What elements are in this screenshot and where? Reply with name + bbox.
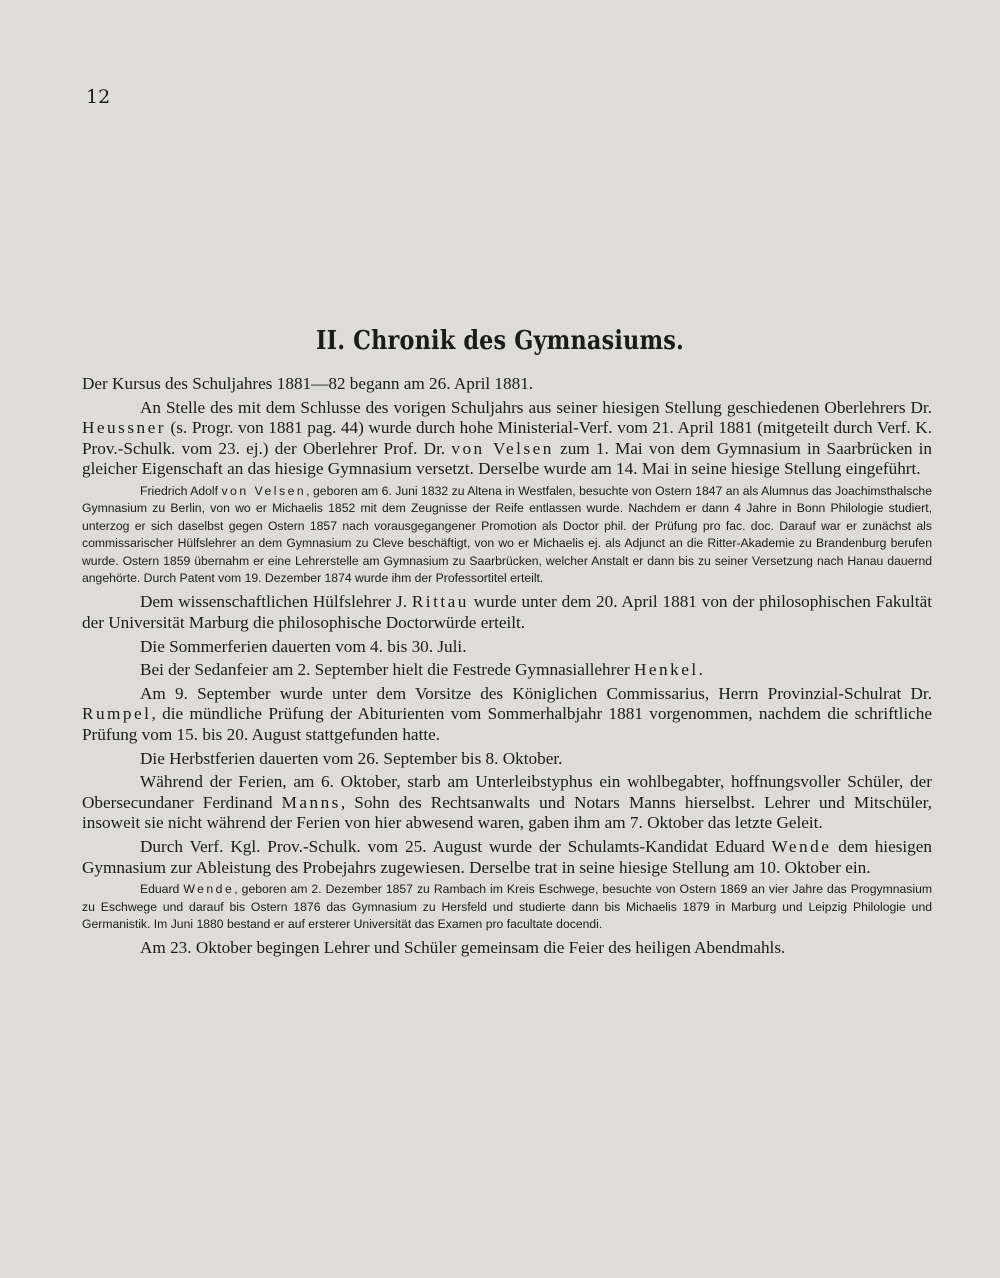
text-segment: , geboren am 6. Juni 1832 zu Altena in Westfalen, besuchte von Ostern 1847 an als Alumnus das Joachimsthalsche Gymnasium zu Berlin, von wo er Michaelis 1852 mit dem Zeugnisse der Reife entlassen wurde. Nachdem er dann 4 Jahre in Bonn Philologie studiert, unterzog er sich daselbst gegen Ostern 1857 nach vorausgegangener Promotion als Doctor phil. der Prüfung pro fac. doc. Darauf war er zunächst als commissarischer Hülfslehrer an dem Gymnasium zu Cleve beschäftigt, von wo er Michaelis ej. als Adjunct an die Ritter-Akademie zu Brandenburg berufen wurde. Ostern 1859 übernahm er eine Lehrerstelle am Gymnasium zu Saarbrücken, welcher Anstalt er dann bis zu seiner Versetzung nach Hanau dauernd angehörte. Durch Patent vom 19. Dezember 1874 wurde ihm der Professortitel erteilt. bbox=[82, 483, 932, 585]
paragraph-oral-exam bbox=[82, 684, 932, 746]
text-segment: Dem wissenschaftlichen Hülfslehrer J. bbox=[140, 592, 412, 612]
text-segment: Friedrich Adolf bbox=[140, 483, 222, 498]
text-segment: zum 1. Mai von dem Gymnasium in Saarbrücken in gleicher Eigenschaft an das hiesige Gymnasium versetzt. Derselbe wurde am 14. Mai in seine hiesige Stellung eingeführt. bbox=[82, 438, 933, 479]
page-number: 12 bbox=[86, 86, 111, 108]
text-segment: , geboren am 2. Dezember 1857 zu Rambach im Kreis Eschwege, besuchte von Ostern 1869 an vier Jahre das Progymnasium zu Eschwege und darauf bis Ostern 1876 das Gymnasium zu Hersfeld und studierte dann bis Michaelis 1879 in Marburg und Leipzig Philologie und Germanistik. Im Juni 1880 bestand er auf ersterer Universität das Examen pro facultate docendi. bbox=[82, 882, 933, 931]
paragraph-communion: Am 23. Oktober begingen Lehrer und Schüler gemeinsam die Feier des heiligen Abendmahls. bbox=[140, 938, 786, 958]
paragraph-autumn-holidays: Die Herbstferien dauerten vom 26. September bis 8. Oktober. bbox=[140, 748, 563, 768]
person-name: Manns bbox=[281, 792, 341, 812]
text-segment: Am 9. September wurde unter dem Vorsitze des Königlichen Commissarius, Herrn Provinzial-Schulrat Dr. bbox=[140, 683, 932, 703]
text-segment: Durch Verf. Kgl. Prov.-Schulk. vom 25. August wurde der Schulamts-Kandidat Eduard bbox=[140, 836, 772, 856]
chronicle-body bbox=[82, 374, 932, 962]
person-name: von Velsen bbox=[221, 483, 307, 498]
text-segment: An Stelle des mit dem Schlusse des vorigen Schuljahrs aus seiner hiesigen Stellung geschiedenen Oberlehrers Dr. bbox=[140, 397, 932, 417]
paragraph-manns-death bbox=[82, 772, 932, 834]
text-segment: Bei der Sedanfeier am 2. September hielt die Festrede Gymnasiallehrer bbox=[140, 660, 634, 680]
text-segment: dem hiesigen Gymnasium zur Ableistung des Probejahrs zugewiesen. Derselbe trat in seine hiesige Stellung am 10. Oktober ein. bbox=[82, 836, 932, 877]
person-name: Rittau bbox=[411, 592, 469, 612]
text-segment: , Sohn des Rechtsanwalts und Notars Manns hierselbst. Lehrer und Mitschüler, insoweit sie nicht während der Ferien von hier abwesend waren, gaben ihm am 7. Oktober das letzte Geleit. bbox=[82, 792, 932, 833]
paragraph-summer-holidays: Die Sommerferien dauerten vom 4. bis 30. Juli. bbox=[140, 636, 467, 656]
person-name: Wende bbox=[183, 882, 235, 897]
text-segment: , die mündliche Prüfung der Abiturienten vom Sommerhalbjahr 1881 vorgenommen, nachdem die schriftliche Prüfung vom 15. bis 20. August stattgefunden hatte. bbox=[82, 704, 932, 744]
person-name: Wende bbox=[771, 836, 832, 856]
note-velsen-biography bbox=[82, 483, 932, 587]
section-title: II. Chronik des Gymnasiums. bbox=[315, 326, 684, 356]
text-segment: . bbox=[698, 660, 703, 680]
paragraph-rittau-doctorate bbox=[82, 592, 932, 633]
person-name: Rumpel bbox=[82, 704, 152, 724]
text-segment: (s. Progr. von 1881 pag. 44) wurde durch hohe Ministerial-Verf. vom 21. April 1881 (mitgeteilt durch Verf. K. Prov.-Schulk. vom 23. ej.) der Oberlehrer Prof. Dr. bbox=[82, 418, 932, 458]
paragraph-school-year: Der Kursus des Schuljahres 1881—82 begann am 26. April 1881. bbox=[82, 374, 534, 393]
paragraph-sedan-celebration bbox=[82, 660, 932, 681]
text-segment: Während der Ferien, am 6. Oktober, starb am Unterleibstyphus ein wohlbegabter, hoffnungsvoller Schüler, der Obersecundaner Ferdinand bbox=[82, 772, 932, 812]
note-wende-biography bbox=[82, 881, 932, 933]
paragraph-wende-assignment bbox=[82, 837, 932, 878]
person-name: Henkel bbox=[633, 660, 699, 680]
text-segment: Eduard bbox=[140, 882, 184, 897]
person-name: von Velsen bbox=[451, 438, 554, 458]
text-segment: wurde unter dem 20. April 1881 von der philosophischen Fakultät der Universität Marburg die philosophische Doctorwürde erteilt. bbox=[82, 592, 932, 632]
person-name: Heussner bbox=[82, 418, 166, 438]
paragraph-velsen-transfer bbox=[82, 398, 932, 480]
